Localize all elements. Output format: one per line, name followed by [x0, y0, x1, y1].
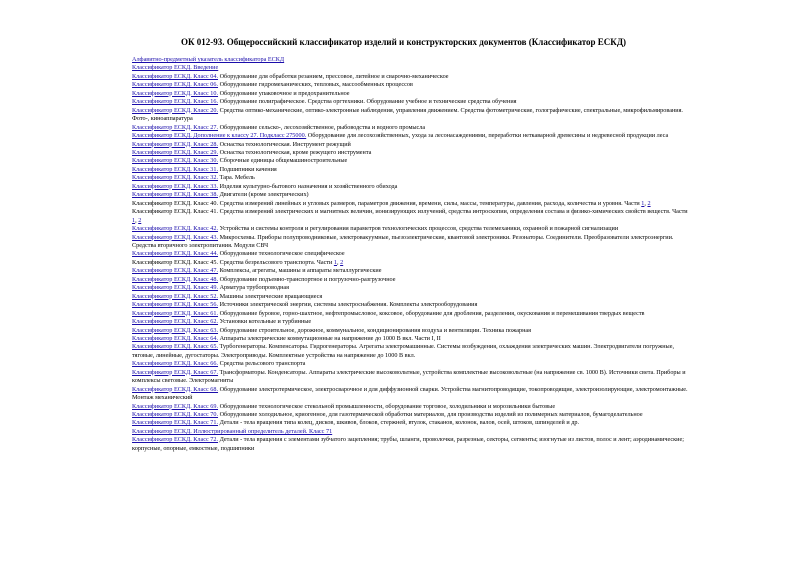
entry-description: Тара. Мебель: [218, 174, 255, 182]
entry-description: Классификатор ЕСКД. Класс 41. Средства измерений электрических и магнитных величин, ионизирующих излучений, средства интроскопии, определения состава и физико-химических свойств веществ. Части: [132, 208, 688, 216]
list-item: [132, 335, 692, 343]
entry-description: Детали - тела вращения с элементами зубчатого зацепления; трубы, шланги, проволочки, разрезные, секторы, сегменты; изогнутые из листов, полос и лент; аэродинамические; корпусные, опорные, емкостные, подшипники: [132, 436, 684, 452]
entry-description: Микросхемы. Приборы полупроводниковые, электровакуумные, пьезоэлектрические, квантовой электроники. Резонаторы. Соединители. Преобразователи электроэнергии. Средства вторичного электропитания. Модули СВЧ: [132, 233, 674, 249]
entry-description: Оборудование электротермическое, электросварочное и для диффузионной сварки. Устройства магнитопроводящие, токопроводящие, электроизолирующие, электромонтажные. Монтаж механический: [132, 385, 688, 402]
list-item: [132, 403, 692, 411]
classifier-link[interactable]: Классификатор ЕСКД. Иллюстрированный определитель деталей. Класс 71: [132, 427, 333, 435]
entry-description: Комплексы, агрегаты, машины и аппараты металлургические: [218, 267, 382, 275]
part-link[interactable]: 1: [132, 216, 136, 224]
classifier-link[interactable]: Классификатор ЕСКД. Класс 71.: [132, 419, 219, 427]
classifier-link[interactable]: Классификатор ЕСКД. Класс 44.: [132, 250, 219, 258]
classifier-link[interactable]: Классификатор ЕСКД. Класс 66.: [132, 360, 219, 368]
entry-description: Трансформаторы. Конденсаторы. Аппараты электрические высоковольтные, устройства комплектные высоковольтные (на напряжение св. 1000 В). Источники света. Приборы и комплексы световые. Электромагниты: [132, 368, 686, 385]
classifier-link[interactable]: Классификатор ЕСКД. Класс 68.: [132, 385, 219, 393]
classifier-link[interactable]: Классификатор ЕСКД. Класс 33.: [132, 182, 219, 190]
classifier-link[interactable]: Классификатор ЕСКД. Класс 70.: [132, 411, 219, 419]
list-item: [132, 90, 692, 98]
part-link[interactable]: 1: [641, 199, 645, 207]
part-link[interactable]: 2: [138, 216, 142, 224]
page-title: ОК 012-93. Общероссийский классификатор изделий и конструкторских документов (Классификатор ЕСКД): [180, 37, 627, 47]
classifier-link[interactable]: Классификатор ЕСКД. Класс 31.: [132, 165, 219, 173]
entry-description: Турбогенераторы. Компенсаторы. Гидрогенераторы. Агрегаты электромашинные. Системы возбуждения, охлаждения электрических машин. Электродвигатели погружные, тяговые, линейные, дугостаторы. Электроприводы. Комплектные устройства на напряжение до 1000 В вкл.: [132, 343, 674, 359]
entry-description: Классификатор ЕСКД. Класс 40. Средства измерений линейных и угловых размеров, параметров движения, времени, силы, массы, температуры, давления, расхода, количества и уровня. Части: [132, 199, 642, 207]
list-item: [132, 436, 692, 453]
entry-description: Аппараты электрические коммутационные на напряжение до 1000 В вкл. Части I, II: [218, 334, 441, 342]
entry-description: Оборудование технологическое стекольной промышленности, оборудование торговое, холодильники и морозильники бытовые: [218, 402, 556, 410]
list-item: [132, 318, 692, 326]
entry-description: Подшипники качения: [218, 165, 277, 173]
classifier-link[interactable]: Классификатор ЕСКД. Класс 64.: [132, 334, 219, 342]
classifier-link[interactable]: Классификатор ЕСКД. Введение: [132, 64, 219, 72]
list-item: [132, 411, 692, 419]
classifier-link[interactable]: Классификатор ЕСКД. Класс 16.: [132, 98, 219, 106]
classifier-link[interactable]: Алфавитно-предметный указатель классификатора ЕСКД: [132, 56, 285, 63]
list-item: [132, 73, 692, 81]
classifier-link[interactable]: Классификатор ЕСКД. Класс 06.: [132, 81, 219, 89]
classifier-link[interactable]: Классификатор ЕСКД. Класс 61.: [132, 309, 219, 317]
list-item: [132, 360, 692, 368]
list-item: [132, 386, 692, 403]
list-item: [132, 132, 692, 140]
classifier-link[interactable]: Классификатор ЕСКД. Класс 30.: [132, 157, 219, 165]
entry-description: Изделия культурно-бытового назначения и хозяйственного обихода: [218, 182, 398, 190]
list-item: [132, 284, 692, 292]
classifier-link[interactable]: Классификатор ЕСКД. Класс 10.: [132, 89, 219, 97]
entry-description: Оборудование для лесохозяйственных, ухода за лесонасаждениями, переработки неткаварной древесины и недревесной продукции леса: [306, 132, 669, 140]
list-item: [132, 56, 692, 64]
entry-description: Сборочные единицы общемашиностроительные: [218, 157, 348, 165]
entry-description: Оснастка технологическая. Инструмент режущий: [218, 140, 351, 148]
entry-description: Классификатор ЕСКД. Класс 45. Средства безрельсового транспорта. Части: [132, 258, 334, 266]
entry-description: Средства рельсового транспорта: [218, 360, 306, 368]
list-item: [132, 107, 692, 124]
classifier-link[interactable]: Классификатор ЕСКД. Класс 42.: [132, 225, 219, 233]
list-item: [132, 81, 692, 89]
classifier-link[interactable]: Классификатор ЕСКД. Дополнение к классу 27. Подкласс 275000.: [132, 132, 307, 140]
classifier-link[interactable]: Классификатор ЕСКД. Класс 49.: [132, 284, 219, 292]
classifier-link[interactable]: Классификатор ЕСКД. Класс 43.: [132, 233, 219, 241]
list-item: [132, 419, 692, 427]
list-item: [132, 98, 692, 106]
list-item: [132, 174, 692, 182]
list-item: [132, 310, 692, 318]
list-item: [132, 124, 692, 132]
classifier-link[interactable]: Классификатор ЕСКД. Класс 63.: [132, 326, 219, 334]
entry-description: Устройства и системы контроля и регулирования параметров технологических процессов, средства телемеханики, охранной и пожарной сигнализации: [218, 225, 619, 233]
classifier-link[interactable]: Классификатор ЕСКД. Класс 67.: [132, 368, 219, 376]
list-item: [132, 191, 692, 199]
entry-description: Оборудование полиграфическое. Средства оргтехники. Оборудование учебное и технические средства обучения: [218, 98, 517, 106]
entry-description: Оснастка технологическая, кроме режущего инструмента: [218, 148, 372, 156]
classifier-link[interactable]: Классификатор ЕСКД. Класс 62.: [132, 318, 219, 326]
list-item: [132, 225, 692, 233]
list-item: [132, 141, 692, 149]
list-item: [132, 250, 692, 258]
part-link[interactable]: 2: [340, 258, 344, 266]
list-item: [132, 267, 692, 275]
list-item: [132, 276, 692, 284]
classifier-link[interactable]: Классификатор ЕСКД. Класс 47.: [132, 267, 219, 275]
list-item: [132, 301, 692, 309]
list-item: Классификатор ЕСКД. Класс 45. Средства безрельсового транспорта. Части 1, 2: [132, 258, 344, 266]
list-item: [132, 343, 692, 360]
list-item: [132, 234, 692, 251]
entry-description: Оборудование для обработки резанием, прессовое, литейное и сварочно-механическое: [218, 72, 449, 80]
list-item: Классификатор ЕСКД. Класс 40. Средства измерений линейных и угловых размеров, параметров движения, времени, силы, массы, температуры, давления, расхода, количества и уровня. Части 1, 2: [132, 199, 651, 207]
list-item: [132, 149, 692, 157]
entry-description: Источники электрической энергии, системы электроснабжения. Комплекты электрооборудования: [218, 301, 478, 309]
list-item: [132, 183, 692, 191]
entry-description: Арматура трубопроводная: [218, 284, 289, 292]
classifier-link[interactable]: Классификатор ЕСКД. Класс 65.: [132, 343, 219, 351]
classifier-link[interactable]: Классификатор ЕСКД. Класс 56.: [132, 301, 219, 309]
entry-description: Оборудование строительное, дорожное, коммунальное, кондиционирования воздуха и вентиляции. Техника пожарная: [218, 326, 531, 334]
list-item: Классификатор ЕСКД. Класс 41. Средства измерений электрических и магнитных величин, ионизирующих излучений, средства интроскопии, определения состава и физико-химических свойств веществ. Части 1, 2: [132, 208, 688, 224]
classifier-link[interactable]: Классификатор ЕСКД. Класс 29.: [132, 148, 219, 156]
entry-description: Оборудование гидромеханических, тепловых, массообменных процессов: [218, 81, 413, 89]
classifier-link[interactable]: Классификатор ЕСКД. Класс 27.: [132, 123, 219, 131]
classifier-link[interactable]: Классификатор ЕСКД. Класс 72.: [132, 436, 219, 444]
entry-description: Оборудование холодильное, криогенное, для газотермической обработки материалов, для производства изделий из полимерных материалов, бумагоделательное: [218, 411, 643, 419]
entry-description: Средства оптико-механические, оптико-электронные наблюдения, управления движением. Средства фотометрические, голографические, спектральные, микрофильмирования. Фото-, киноаппаратура: [132, 106, 683, 123]
classifier-link[interactable]: Классификатор ЕСКД. Класс 32.: [132, 174, 219, 182]
entry-description: Детали - тела вращения типа колец, дисков, шкивов, блоков, стержней, втулок, стаканов, колонок, валов, осей, штоков, шпинделей и др.: [218, 419, 580, 427]
entry-description: Двигатели (кроме электрических): [218, 191, 309, 199]
classifier-link[interactable]: Классификатор ЕСКД. Класс 69.: [132, 402, 219, 410]
list-item: [132, 428, 692, 436]
entry-description: Машины электрические вращающиеся: [218, 292, 323, 300]
list-item: [132, 327, 692, 335]
classifier-link[interactable]: Классификатор ЕСКД. Класс 38.: [132, 191, 219, 199]
list-item: [132, 157, 692, 165]
classifier-link[interactable]: Классификатор ЕСКД. Класс 04.: [132, 72, 219, 80]
list-item: [132, 64, 692, 72]
entry-description: Оборудование сельско-, лесохозяйственное, рыбоводства и водного промысла: [218, 123, 426, 131]
classifier-link[interactable]: Классификатор ЕСКД. Класс 48.: [132, 275, 219, 283]
entry-description: Оборудование упаковочное и предохранительное: [218, 89, 350, 97]
list-item: [132, 166, 692, 174]
entry-description: Оборудование подъемно-транспортное и погрузочно-разгрузочное: [218, 275, 396, 283]
entry-description: Оборудование буровое, горно-шахтное, нефтепромысловое, коксовое, оборудование для дробления, разделения, окускования и перемешивания твердых веществ: [218, 309, 645, 317]
list-item: [132, 293, 692, 301]
entry-description: Оборудование технологическое специфическое: [218, 250, 345, 258]
entry-description: Установки котельные и турбинные: [218, 318, 312, 326]
part-link[interactable]: 2: [647, 199, 651, 207]
classifier-list: [132, 56, 692, 453]
list-item: [132, 369, 692, 386]
classifier-link[interactable]: Классификатор ЕСКД. Класс 20.: [132, 106, 219, 114]
classifier-link[interactable]: Классификатор ЕСКД. Класс 52.: [132, 292, 219, 300]
classifier-link[interactable]: Классификатор ЕСКД. Класс 28.: [132, 140, 219, 148]
part-link[interactable]: 1: [333, 258, 337, 266]
